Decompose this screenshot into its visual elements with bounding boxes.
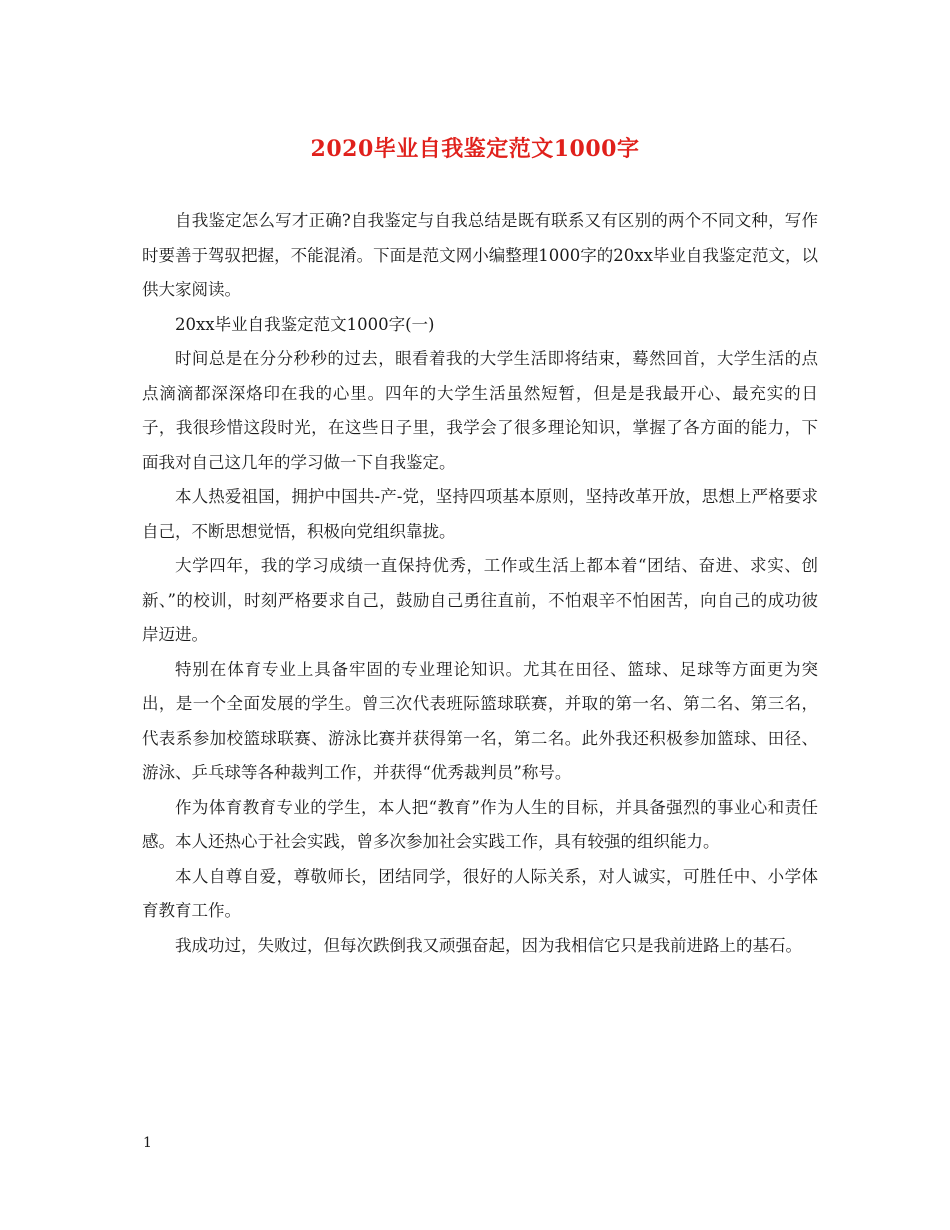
section-heading: 20xx毕业自我鉴定范文1000字(一): [175, 314, 435, 334]
paragraph: 作为体育教育专业的学生，本人把“教育”作为人生的目标，并具备强烈的事业心和责任感。本人还热心于社会实践，曾多次参加社会实践工作，具有较强的组织能力。: [142, 797, 818, 851]
paragraph: 自我鉴定怎么写才正确?自我鉴定与自我总结是既有联系又有区别的两个不同文种，写作时要善于驾驭把握，不能混淆。下面是范文网小编整理1000字的20xx毕业自我鉴定范文，以供大家阅读。: [142, 211, 818, 299]
paragraph: 特别在体育专业上具备牢固的专业理论知识。尤其在田径、篮球、足球等方面更为突出，是一个全面发展的学生。曾三次代表班际篮球联赛，并取的第一名、第二名、第三名，代表系参加校篮球联赛、游泳比赛并获得第一名，第二名。此外我还积极参加篮球、田径、游泳、乒乓球等各种裁判工作，并获得“优秀裁判员”称号。: [142, 659, 818, 782]
document-body: [142, 204, 818, 963]
document-title: 2020毕业自我鉴定范文1000字: [310, 136, 640, 162]
page-number: 1: [143, 1135, 152, 1151]
paragraph: 时间总是在分分秒秒的过去，眼看着我的大学生活即将结束，蓦然回首，大学生活的点点滴滴都深深烙印在我的心里。四年的大学生活虽然短暂，但是是我最开心、最充实的日子，我很珍惜这段时光，在这些日子里，我学会了很多理论知识，掌握了各方面的能力，下面我对自己这几年的学习做一下自我鉴定。: [142, 349, 818, 472]
paragraph: 本人热爱祖国，拥护中国共-产-党，坚持四项基本原则，坚持改革开放，思想上严格要求自己，不断思想觉悟，积极向党组织靠拢。: [142, 487, 818, 541]
paragraph: 本人自尊自爱，尊敬师长，团结同学，很好的人际关系，对人诚实，可胜任中、小学体育教育工作。: [142, 866, 818, 920]
paragraph: 大学四年，我的学习成绩一直保持优秀，工作或生活上都本着“团结、奋进、求实、创新、”的校训，时刻严格要求自己，鼓励自己勇往直前，不怕艰辛不怕困苦，向自己的成功彼岸迈进。: [142, 556, 818, 644]
paragraph: 我成功过，失败过，但每次跌倒我又顽强奋起，因为我相信它只是我前进路上的基石。: [175, 935, 802, 955]
